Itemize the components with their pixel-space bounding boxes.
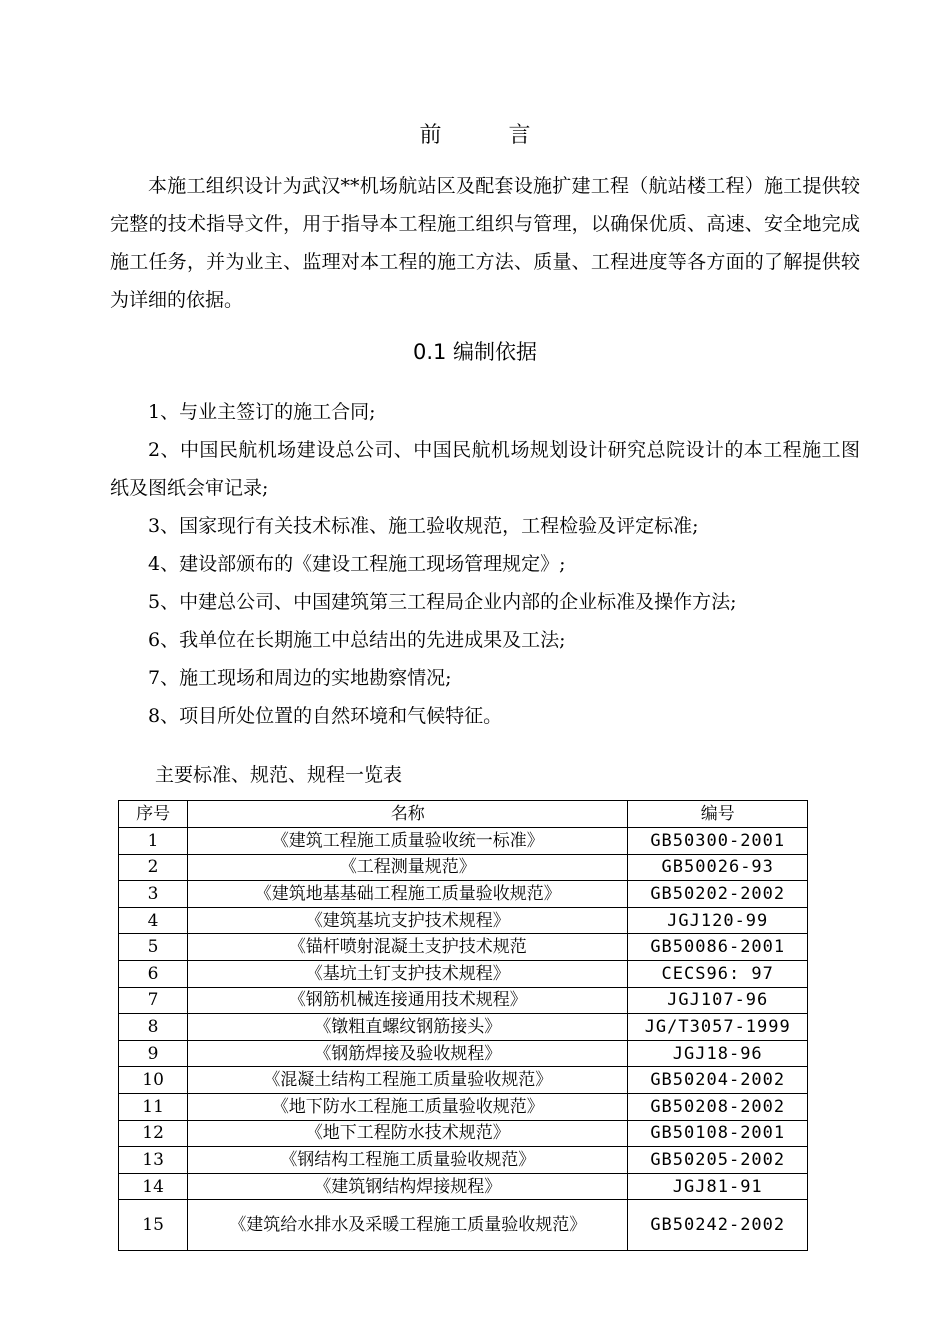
cell-name: 《锚杆喷射混凝土支护技术规范: [188, 934, 628, 961]
cell-seq: 2: [119, 854, 188, 881]
cell-seq: 1: [119, 828, 188, 855]
cell-name: 《混凝土结构工程施工质量验收规范》: [188, 1067, 628, 1094]
cell-seq: 11: [119, 1093, 188, 1120]
cell-name: 《建筑给水排水及采暖工程施工质量验收规范》: [188, 1200, 628, 1251]
cell-name: 《建筑基坑支护技术规程》: [188, 907, 628, 934]
cell-name: 《工程测量规范》: [188, 854, 628, 881]
table-row: [119, 881, 808, 908]
cell-name: 《镦粗直螺纹钢筋接头》: [188, 1014, 628, 1041]
list-item: 1、与业主签订的施工合同;: [148, 401, 376, 423]
list-item: 6、我单位在长期施工中总结出的先进成果及工法;: [148, 629, 566, 651]
cell-seq: 15: [119, 1200, 188, 1251]
list-item: 4、建设部颁布的《建设工程施工现场管理规定》;: [148, 553, 566, 575]
cell-name: 《地下防水工程施工质量验收规范》: [188, 1093, 628, 1120]
cell-seq: 3: [119, 881, 188, 908]
cell-seq: 4: [119, 907, 188, 934]
table-row: [119, 854, 808, 881]
table-row: [119, 1040, 808, 1067]
table-row: [119, 1120, 808, 1147]
cell-seq: 12: [119, 1120, 188, 1147]
cell-name: 《钢筋机械连接通用技术规程》: [188, 987, 628, 1014]
cell-name: 《钢筋焊接及验收规程》: [188, 1040, 628, 1067]
table-caption: 主要标准、规范、规程一览表: [155, 764, 403, 786]
cell-seq: 9: [119, 1040, 188, 1067]
cell-code: JGJ81-91: [628, 1173, 808, 1200]
cell-seq: 14: [119, 1173, 188, 1200]
table-row: [119, 1173, 808, 1200]
cell-name: 《钢结构工程施工质量验收规范》: [188, 1147, 628, 1174]
cell-seq: 13: [119, 1147, 188, 1174]
cell-code: GB50086-2001: [628, 934, 808, 961]
cell-name: 《建筑钢结构焊接规程》: [188, 1173, 628, 1200]
cell-code: GB50202-2002: [628, 881, 808, 908]
cell-code: GB50242-2002: [628, 1200, 808, 1251]
table-body: [119, 828, 808, 1251]
cell-code: GB50204-2002: [628, 1067, 808, 1094]
cell-seq: 7: [119, 987, 188, 1014]
cell-code: GB50205-2002: [628, 1147, 808, 1174]
cell-seq: 5: [119, 934, 188, 961]
cell-seq: 10: [119, 1067, 188, 1094]
header-seq: 序号: [119, 801, 188, 828]
cell-name: 《建筑地基基础工程施工质量验收规范》: [188, 881, 628, 908]
cell-code: GB50300-2001: [628, 828, 808, 855]
table-row: [119, 828, 808, 855]
cell-code: CECS96: 97: [628, 960, 808, 987]
table-row: [119, 907, 808, 934]
cell-code: GB50208-2002: [628, 1093, 808, 1120]
cell-seq: 6: [119, 960, 188, 987]
cell-code: JGJ107-96: [628, 987, 808, 1014]
list-item: 8、项目所处位置的自然环境和气候特征。: [148, 705, 503, 727]
table-header-row: [119, 801, 808, 828]
table-row: [119, 1200, 808, 1251]
cell-code: JGJ18-96: [628, 1040, 808, 1067]
intro-paragraph: 本施工组织设计为武汉**机场航站区及配套设施扩建工程（航站楼工程）施工提供较完整的技术指导文件，用于指导本工程施工组织与管理，以确保优质、高速、安全地完成施工任务，并为业主、监理对本工程的施工方法、质量、工程进度等各方面的了解提供较为详细的依据。: [110, 175, 860, 311]
cell-name: 《基坑土钉支护技术规程》: [188, 960, 628, 987]
cell-code: GB50108-2001: [628, 1120, 808, 1147]
section-heading: 0.1 编制依据: [412, 340, 538, 364]
page-title: 前 言: [419, 123, 561, 148]
table-row: [119, 1093, 808, 1120]
cell-code: JG/T3057-1999: [628, 1014, 808, 1041]
list-item: 5、中建总公司、中国建筑第三工程局企业内部的企业标准及操作方法;: [148, 591, 737, 613]
table-row: [119, 934, 808, 961]
table-row: [119, 987, 808, 1014]
cell-name: 《建筑工程施工质量验收统一标准》: [188, 828, 628, 855]
cell-seq: 8: [119, 1014, 188, 1041]
table-row: [119, 1147, 808, 1174]
cell-code: GB50026-93: [628, 854, 808, 881]
basis-list: [110, 393, 860, 735]
cell-name: 《地下工程防水技术规范》: [188, 1120, 628, 1147]
list-item: 7、施工现场和周边的实地勘察情况;: [148, 667, 452, 689]
header-name: 名称: [188, 801, 628, 828]
cell-code: JGJ120-99: [628, 907, 808, 934]
standards-table: [118, 800, 808, 1251]
list-item: 3、国家现行有关技术标准、施工验收规范，工程检验及评定标准;: [148, 515, 699, 537]
table-row: [119, 960, 808, 987]
table-row: [119, 1014, 808, 1041]
header-code: 编号: [628, 801, 808, 828]
list-item: 2、中国民航机场建设总公司、中国民航机场规划设计研究总院设计的本工程施工图纸及图纸会审记录;: [110, 439, 860, 499]
table-row: [119, 1067, 808, 1094]
